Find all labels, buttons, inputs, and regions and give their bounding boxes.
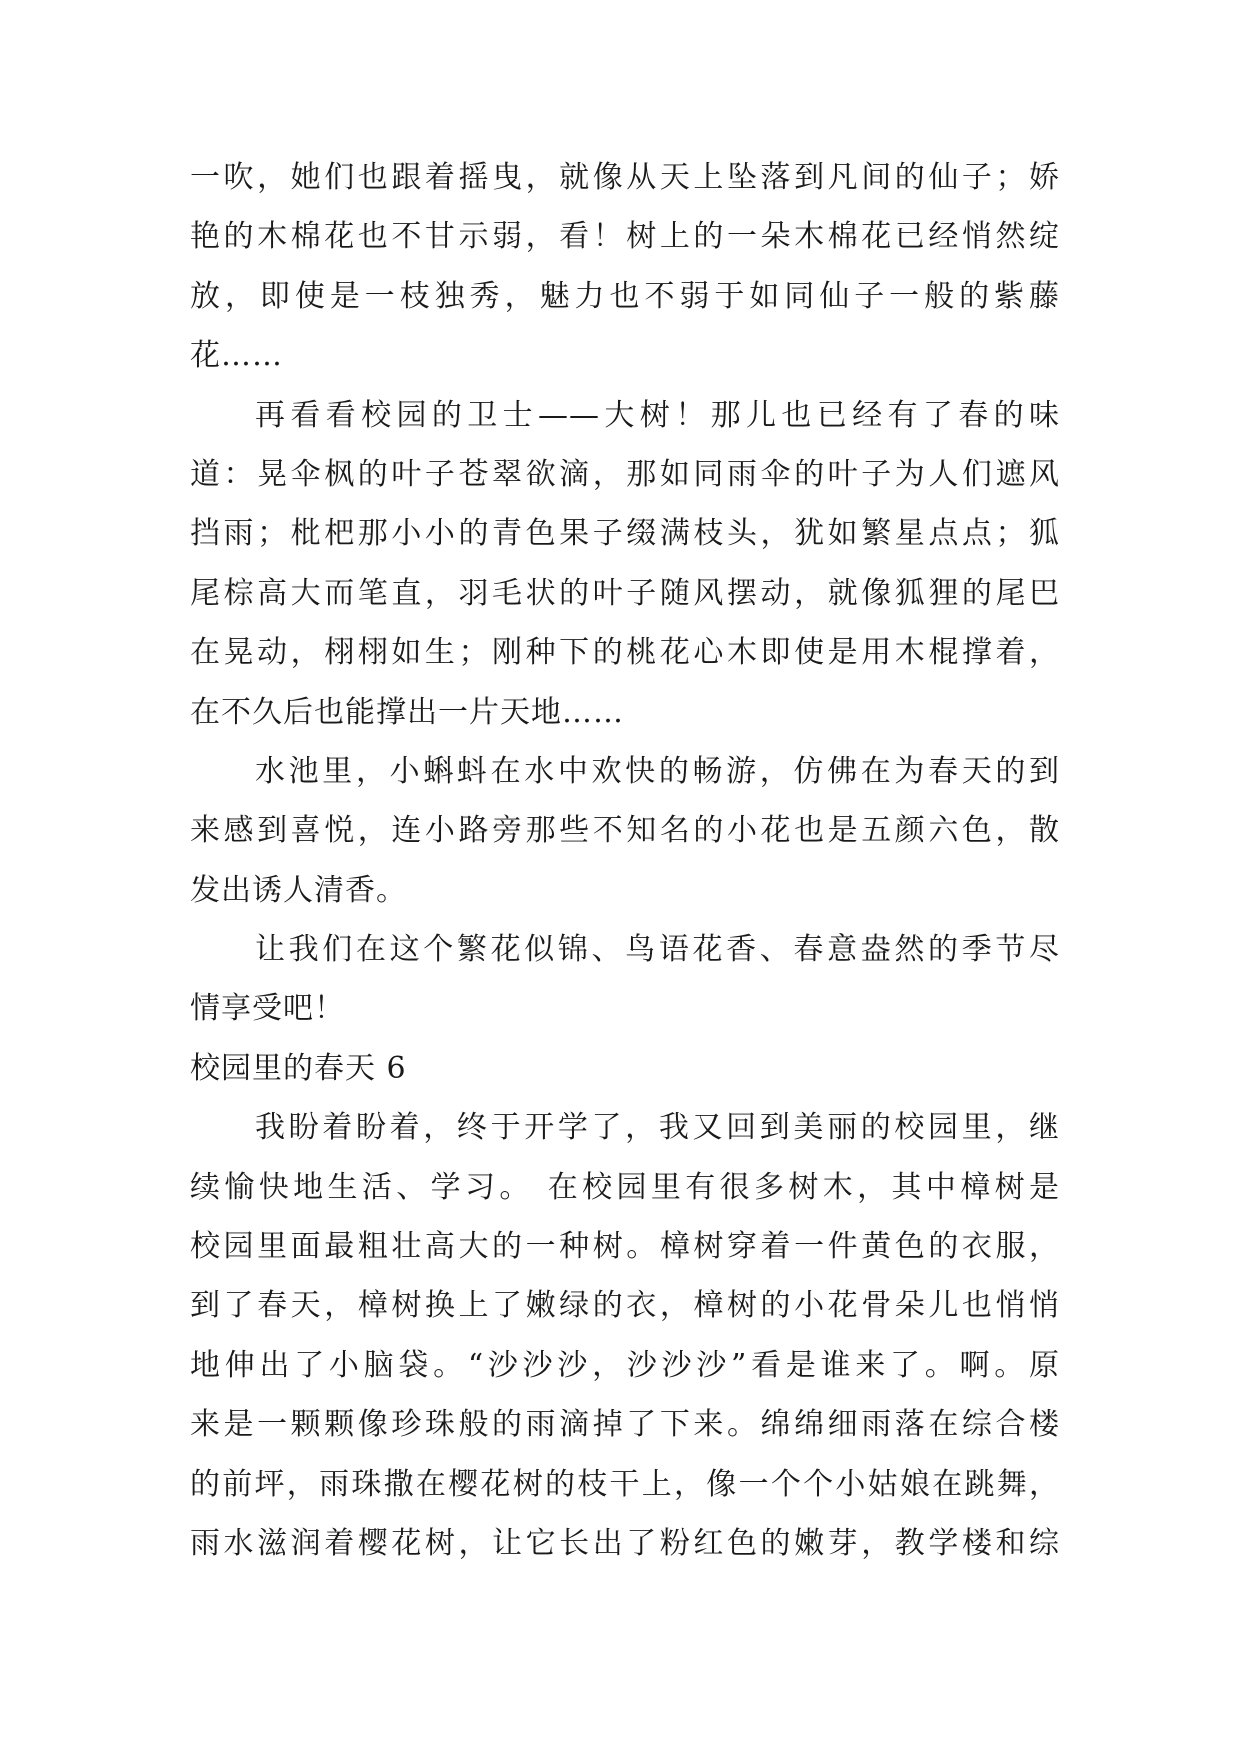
text-line: 校园里面最粗壮高大的一种树。樟树穿着一件黄色的衣服， — [190, 1229, 1060, 1265]
text-line: 艳的木棉花也不甘示弱，看！树上的一朵木棉花已经悄然绽 — [190, 219, 1060, 255]
text-line: 花…… — [190, 338, 283, 374]
text-line: 道：晃伞枫的叶子苍翠欲滴，那如同雨伞的叶子为人们遮风 — [190, 456, 1060, 492]
text-line: 雨水滋润着樱花树，让它长出了粉红色的嫩芽，教学楼和综 — [190, 1525, 1060, 1561]
text-line: 一吹，她们也跟着摇曳，就像从天上坠落到凡间的仙子；娇 — [190, 160, 1060, 195]
text-line: 再看看校园的卫士——大树！那儿也已经有了春的味 — [255, 397, 1060, 433]
text-line: 到了春天，樟树换上了嫩绿的衣，樟树的小花骨朵儿也悄悄 — [190, 1288, 1060, 1324]
text-line: 尾棕高大而笔直，羽毛状的叶子随风摆动，就像狐狸的尾巴 — [190, 575, 1060, 611]
text-line: 来感到喜悦，连小路旁那些不知名的小花也是五颜六色，散 — [190, 813, 1060, 849]
text-line: 来是一颗颗像珍珠般的雨滴掉了下来。绵绵细雨落在综合楼 — [190, 1407, 1060, 1443]
text-line: 放，即使是一枝独秀，魅力也不弱于如同仙子一般的紫藤 — [190, 278, 1060, 314]
text-line: 地伸出了小脑袋。“沙沙沙，沙沙沙”看是谁来了。啊。原 — [190, 1347, 1060, 1383]
text-line: 挡雨；枇杷那小小的青色果子缀满枝头，犹如繁星点点；狐 — [190, 516, 1060, 552]
text-line: 的前坪，雨珠撒在樱花树的枝干上，像一个个小姑娘在跳舞， — [190, 1466, 1060, 1502]
document-body — [190, 148, 1060, 1573]
text-line: 在晃动，栩栩如生；刚种下的桃花心木即使是用木棍撑着， — [190, 635, 1060, 671]
text-line: 发出诱人清香。 — [190, 872, 407, 908]
text-line: 续愉快地生活、学习。 在校园里有很多树木，其中樟树是 — [190, 1169, 1060, 1205]
text-line: 水池里，小蝌蚪在水中欢快的畅游，仿佛在为春天的到 — [255, 753, 1060, 789]
text-line: 情享受吧！ — [190, 991, 345, 1027]
text-line: 在不久后也能撑出一片天地…… — [190, 694, 624, 730]
text-line: 我盼着盼着，终于开学了，我又回到美丽的校园里，继 — [255, 1110, 1060, 1146]
section-heading: 校园里的春天 6 — [190, 1050, 407, 1086]
text-line: 让我们在这个繁花似锦、鸟语花香、春意盎然的季节尽 — [255, 932, 1060, 968]
